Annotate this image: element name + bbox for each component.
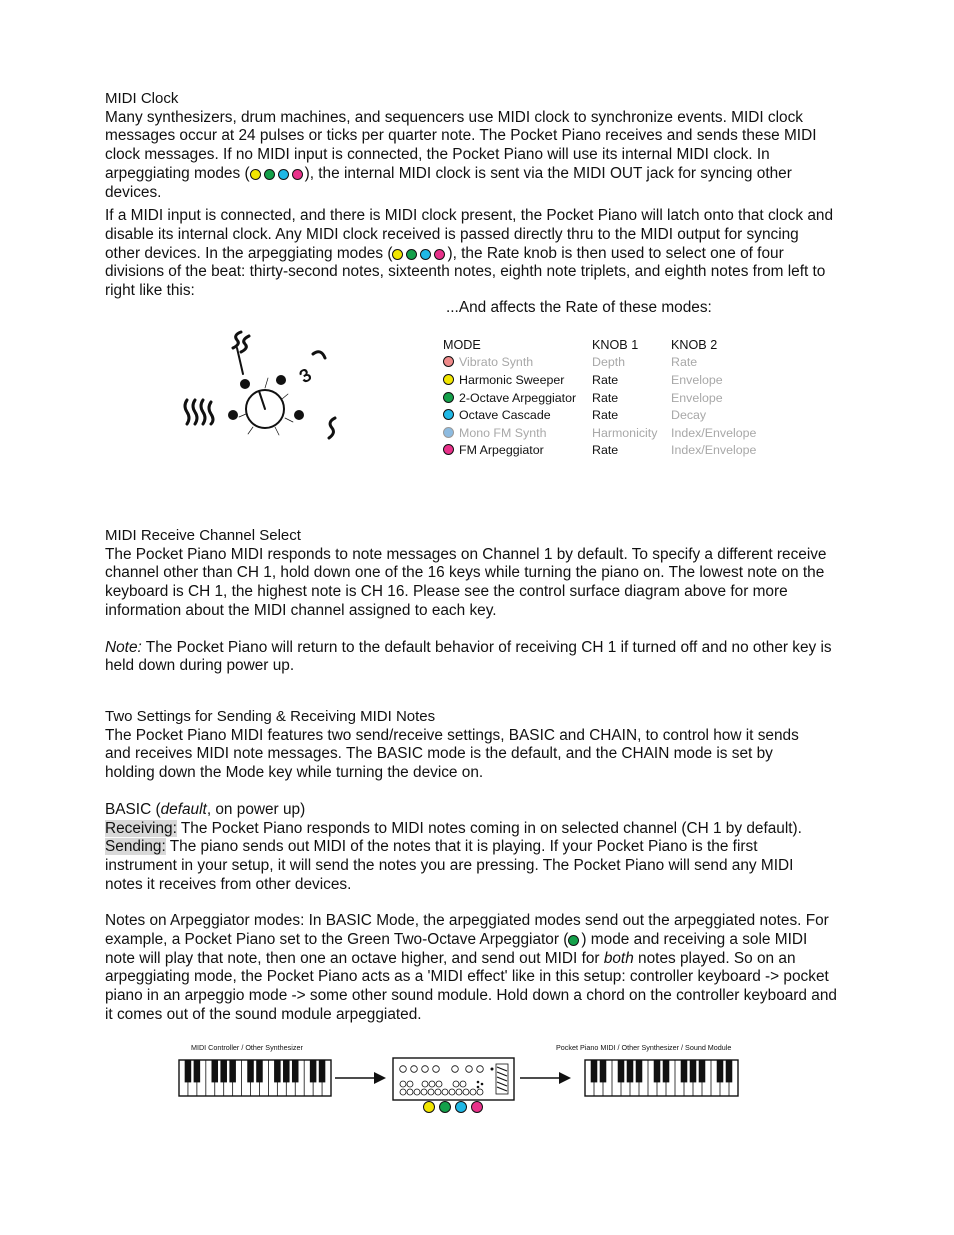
- note-label: Note:: [105, 638, 142, 656]
- green-mode-dot: [264, 169, 275, 180]
- black-key: [221, 1060, 227, 1082]
- mode-name: Mono FM Synth: [459, 425, 547, 440]
- octave-arpeggiator-dot: [443, 392, 454, 403]
- sound-module-caption: Pocket Piano MIDI / Other Synthesizer / Sound Module: [556, 1043, 732, 1052]
- text-span: , on power up): [206, 800, 306, 818]
- yellow-mode-dot: [424, 1102, 435, 1113]
- table-row: [443, 424, 756, 442]
- midi-chain-diagram: [178, 1056, 758, 1116]
- receive-channel-heading: MIDI Receive Channel Select: [105, 527, 301, 544]
- knob2-value: Index/Envelope: [671, 443, 757, 458]
- arrow-to-sound-module: [520, 1072, 571, 1084]
- arrow-to-pocket-piano: [335, 1072, 386, 1084]
- mode-name: Vibrato Synth: [459, 355, 534, 370]
- sending-line: [105, 838, 820, 894]
- table-row: [443, 354, 756, 372]
- black-key: [627, 1060, 633, 1082]
- mono-fm-synth-dot: [443, 427, 454, 438]
- fm-arpeggiator-dot: [443, 444, 454, 455]
- pink-mode-dot: [434, 249, 445, 260]
- table-row: [443, 406, 756, 424]
- text-span: default: [160, 800, 207, 818]
- knob2-value: Envelope: [671, 390, 723, 405]
- table-row: [443, 371, 756, 389]
- mode-table-header: [443, 336, 756, 354]
- mode-name: Harmonic Sweeper: [459, 372, 565, 387]
- vibrato-synth-dot: [443, 356, 454, 367]
- black-key: [654, 1060, 660, 1082]
- knob1-value: Rate: [592, 390, 619, 405]
- controller-caption: MIDI Controller / Other Synthesizer: [191, 1043, 303, 1052]
- blue-mode-dot: [456, 1102, 467, 1113]
- pink-mode-dot: [472, 1102, 483, 1113]
- black-key: [292, 1060, 298, 1082]
- text-span: notes played. So on an arpeggiating mode, the Pocket Piano acts as a 'MIDI effect' like in this setup: controller keyboard -> pocket piano in an arpeggio mode -> some other sound module. Hold down a chord on the controller keyboard and it comes out of the sound module arpeggiated.: [105, 949, 837, 1023]
- knob2-value: Decay: [671, 408, 707, 423]
- black-key: [681, 1060, 687, 1082]
- sending-label: Sending:: [105, 838, 166, 856]
- octave-cascade-dot: [443, 409, 454, 420]
- eighth-note-icon: [329, 418, 335, 438]
- knob1-value: Rate: [592, 372, 619, 387]
- mode-name: 2-Octave Arpeggiator: [459, 390, 577, 405]
- receive-channel-note: [105, 639, 840, 676]
- knob1-value: Harmonicity: [592, 425, 658, 440]
- knob1-value: Rate: [592, 443, 619, 458]
- rate-modes-caption: ...And affects the Rate of these modes:: [446, 299, 712, 316]
- knob2-value: Index/Envelope: [671, 425, 757, 440]
- sound-module-keyboard: [585, 1060, 738, 1096]
- header-knob1: KNOB 1: [592, 337, 639, 352]
- svg-text:3: 3: [296, 364, 315, 387]
- black-key: [212, 1060, 218, 1082]
- two-settings-paragraph: The Pocket Piano MIDI features two send/receive settings, BASIC and CHAIN, to control how it sends and receives MIDI note messages. The BASIC mode is the default, and the CHAIN mode is set by holding down the Mode key while turning the device on.: [105, 726, 799, 782]
- table-row: [443, 442, 756, 460]
- controller-keyboard: [179, 1060, 331, 1096]
- receiving-line: [105, 820, 843, 839]
- text-span: Many synthesizers, drum machines, and sequencers use MIDI clock to synchronize events. MIDI clock messages occur at 24 pulses or ticks per quarter note. The Pocket Piano receives and sends these MIDI clock messages. If no MIDI input is connected, the Pocket Piano will use its internal MIDI clock. In arpeggiating modes (: [105, 108, 817, 182]
- black-key: [230, 1060, 236, 1082]
- header-mode: MODE: [443, 337, 481, 352]
- black-key: [248, 1060, 254, 1082]
- division-dot: [276, 375, 286, 385]
- text-span: If a MIDI input is connected, and there is MIDI clock present, the Pocket Piano will latch onto that clock and disable its internal clock. Any MIDI clock received is passed directly thru to the MIDI output for syncing other devices. In the arpeggiating modes (: [105, 207, 834, 262]
- black-key: [319, 1060, 325, 1082]
- yellow-mode-dot: [250, 169, 261, 180]
- pink-mode-dot: [292, 169, 303, 180]
- header-knob2: KNOB 2: [671, 337, 718, 352]
- eighth-triplet-icon: [296, 352, 325, 387]
- rate-knob-diagram: [175, 322, 345, 447]
- black-key: [690, 1060, 696, 1082]
- sixteenth-note-icon: [233, 332, 249, 374]
- receive-channel-paragraph: The Pocket Piano MIDI responds to note messages on Channel 1 by default. To specify a different receive channel other than CH 1, hold down one of the 16 keys while turning the piano on. The lowest note on the keyboard is CH 1, the highest note is CH 16. Please see the control surface diagram above for more information about the MIDI channel assigned to each key.: [105, 545, 827, 619]
- mode-name: FM Arpeggiator: [459, 443, 544, 458]
- receiving-text: The Pocket Piano responds to MIDI notes coming in on selected channel (CH 1 by default).: [176, 819, 802, 837]
- text-span: both: [603, 949, 634, 967]
- knob1-value: Rate: [592, 408, 619, 423]
- table-row: [443, 389, 756, 407]
- yellow-mode-dot: [392, 249, 403, 260]
- midi-clock-paragraph-2: [105, 207, 837, 301]
- black-key: [257, 1060, 263, 1082]
- division-dot: [240, 379, 250, 389]
- mode-name: Octave Cascade: [459, 408, 551, 423]
- black-key: [636, 1060, 642, 1082]
- black-key: [663, 1060, 669, 1082]
- black-key: [618, 1060, 624, 1082]
- arpeggiator-notes: [105, 912, 841, 1024]
- text-span: ) mode and receiving a sole MIDI note will play that note, then one an octave higher, and send out MIDI for: [105, 931, 808, 967]
- text-span: ), the internal MIDI clock is sent via the MIDI OUT jack for syncing other devices.: [105, 164, 792, 201]
- knob2-value: Envelope: [671, 372, 723, 387]
- green-mode-dot: [568, 935, 579, 946]
- note-text: The Pocket Piano will return to the default behavior of receiving CH 1 if turned off and no other key is held down during power up.: [105, 638, 832, 675]
- sending-text: The piano sends out MIDI of the notes that it is playing. If your Pocket Piano is the first instrument in your setup, it will send the notes you are pressing. The Pocket Piano will send any MIDI notes it receives from other devices.: [105, 838, 794, 893]
- green-mode-dot: [440, 1102, 451, 1113]
- two-settings-heading: Two Settings for Sending & Receiving MIDI Notes: [105, 708, 436, 725]
- knob-pointer: [259, 391, 265, 409]
- division-dot: [294, 410, 304, 420]
- text-span: Notes on Arpeggiator modes: In BASIC Mode, the arpeggiated modes send out the arpeggiated notes. For example, a Pocket Piano set to the Green Two-Octave Arpeggiator (: [105, 912, 829, 949]
- text-span: BASIC (: [105, 800, 161, 818]
- midi-clock-heading: MIDI Clock: [105, 90, 179, 107]
- green-mode-dot: [406, 249, 417, 260]
- pocket-piano-device: [393, 1058, 514, 1100]
- black-key: [717, 1060, 723, 1082]
- receiving-label: Receiving:: [105, 819, 177, 837]
- black-key: [185, 1060, 191, 1082]
- black-key: [194, 1060, 200, 1082]
- black-key: [591, 1060, 597, 1082]
- blue-mode-dot: [420, 249, 431, 260]
- black-key: [600, 1060, 606, 1082]
- basic-mode-title: [105, 801, 843, 820]
- black-key: [310, 1060, 316, 1082]
- blue-mode-dot: [278, 169, 289, 180]
- black-key: [274, 1060, 280, 1082]
- knob2-value: Rate: [671, 355, 698, 370]
- black-key: [726, 1060, 732, 1082]
- mode-table: [443, 336, 756, 459]
- thirty-second-note-icon: [185, 400, 213, 424]
- text-span: ), the Rate knob is then used to select one of four divisions of the beat: thirty-second notes, sixteenth notes, eighth note triplets, and eighth notes from left to right like this:: [105, 244, 826, 300]
- midi-clock-paragraph-1: [105, 109, 837, 203]
- harmonic-sweeper-dot: [443, 374, 454, 385]
- knob1-value: Depth: [592, 355, 626, 370]
- black-key: [699, 1060, 705, 1082]
- division-dot: [228, 410, 238, 420]
- black-key: [283, 1060, 289, 1082]
